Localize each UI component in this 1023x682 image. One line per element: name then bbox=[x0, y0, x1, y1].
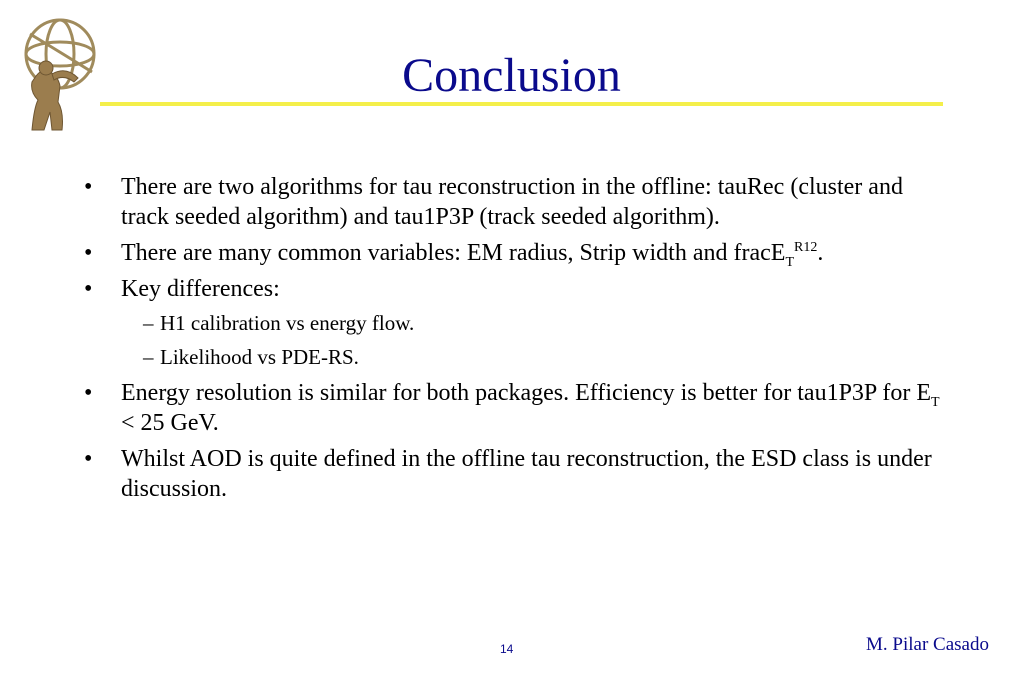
bullet-item-algorithms bbox=[80, 172, 940, 232]
bullet-text: There are many common variables: EM radius, Strip width and fracE bbox=[121, 240, 786, 266]
slide-title: Conclusion bbox=[402, 49, 621, 102]
sub-item-text: H1 calibration vs energy flow. bbox=[160, 311, 415, 335]
sub-item-likelihood bbox=[80, 344, 940, 370]
bullet-item-aod-esd bbox=[80, 444, 940, 504]
bullet-text-suffix: < 25 GeV. bbox=[121, 410, 219, 436]
bullet-icon: • bbox=[84, 240, 93, 266]
sub-item-text: Likelihood vs PDE-RS. bbox=[160, 345, 359, 369]
bullet-text: Whilst AOD is quite defined in the offline tau reconstruction, the ESD class is under discussion. bbox=[121, 446, 932, 502]
author-name: M. Pilar Casado bbox=[866, 634, 989, 655]
bullet-item-energy-resolution bbox=[80, 378, 940, 438]
bullet-icon: • bbox=[84, 276, 93, 302]
page-number: 14 bbox=[500, 642, 514, 656]
slide-content bbox=[80, 172, 940, 510]
bullet-text: There are two algorithms for tau reconstruction in the offline: tauRec (cluster and track seeded algorithm) and tau1P3P (track seeded algorithm). bbox=[121, 174, 903, 230]
subscript-t: T bbox=[931, 394, 940, 410]
bullet-text: Key differences: bbox=[121, 276, 280, 302]
dash-icon: – bbox=[143, 311, 154, 335]
superscript-r12: R12 bbox=[794, 240, 818, 255]
bullet-text-suffix: . bbox=[817, 240, 824, 266]
bullet-icon: • bbox=[84, 380, 93, 406]
subscript-t: T bbox=[785, 254, 795, 270]
bullet-icon: • bbox=[84, 174, 93, 200]
title-underline bbox=[100, 102, 943, 106]
sub-item-calibration bbox=[80, 310, 940, 336]
bullet-text: Energy resolution is similar for both packages. Efficiency is better for tau1P3P for E bbox=[121, 380, 932, 406]
bullet-item-key-differences bbox=[80, 274, 940, 304]
bullet-icon: • bbox=[84, 446, 93, 472]
bullet-item-common-variables bbox=[80, 238, 940, 268]
dash-icon: – bbox=[143, 345, 154, 369]
